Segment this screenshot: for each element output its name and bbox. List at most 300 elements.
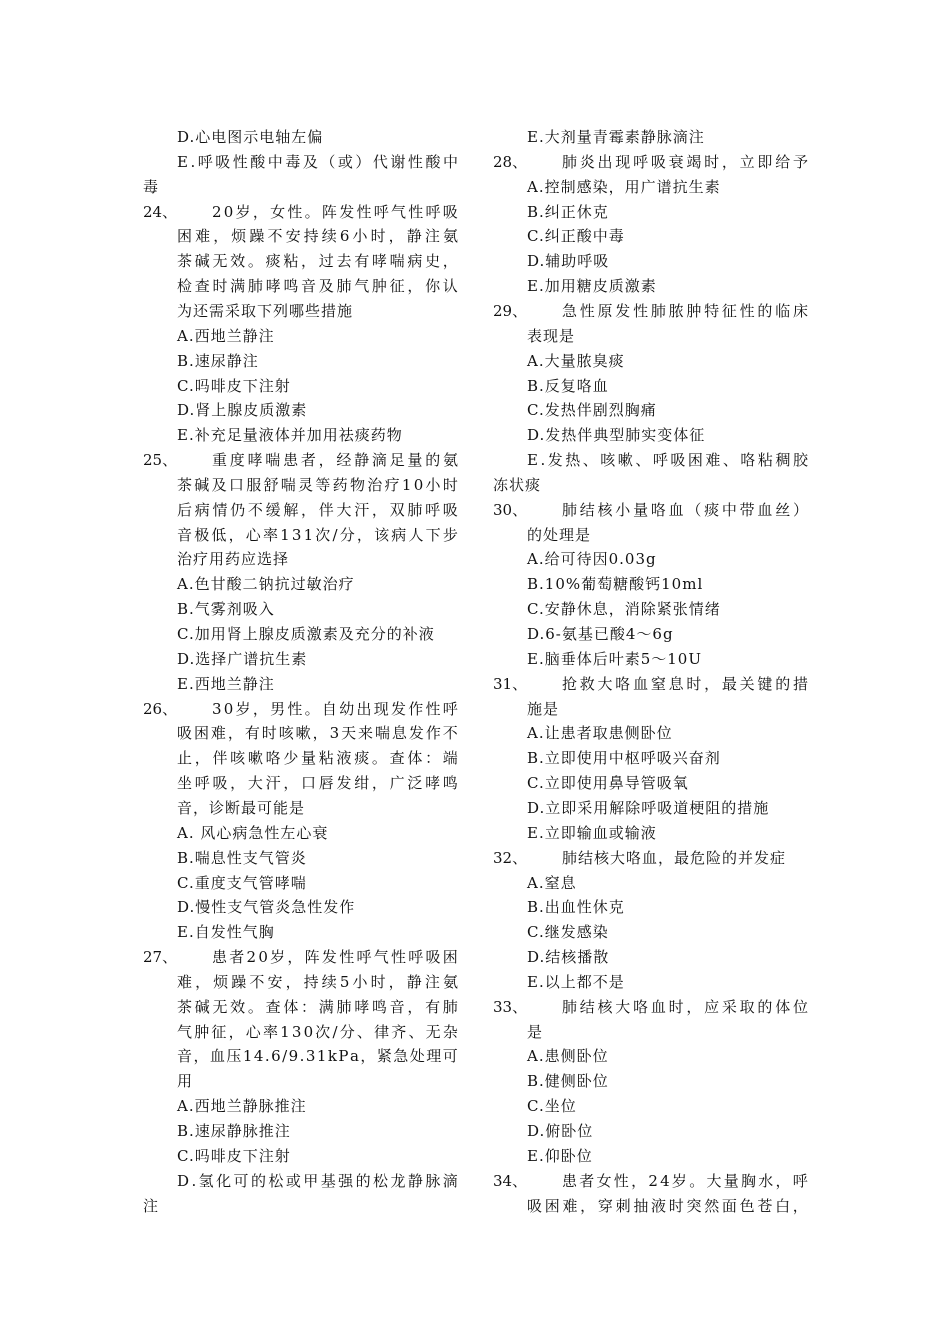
char: 谢 (390, 152, 406, 171)
char: 心 (245, 525, 261, 544)
char: 岁 (270, 948, 286, 967)
char: . (540, 451, 546, 470)
char: E (527, 451, 538, 470)
char: 难 (210, 724, 226, 743)
text-line: 毒 (143, 177, 160, 196)
answer-option: A.给可待因0.03g (527, 550, 657, 569)
char: ， (356, 525, 372, 544)
char: 来 (358, 724, 374, 743)
char: ） (792, 500, 808, 519)
answer-option: D.立即采用解除呼吸道梗阻的措施 (527, 798, 770, 817)
char: 伴 (318, 500, 334, 519)
char: ， (371, 774, 387, 793)
char: 音 (177, 525, 193, 544)
char: 史 (425, 252, 441, 271)
answer-option: C.立即使用鼻导管吸氧 (527, 774, 689, 793)
char: 临 (775, 301, 791, 320)
char: 时 (212, 277, 228, 296)
char: 胶 (792, 451, 808, 470)
char: 1 (316, 1047, 327, 1066)
answer-option: E.西地兰静注 (177, 674, 275, 693)
char: 次 (315, 525, 331, 544)
char: 泛 (407, 774, 423, 793)
text-line (177, 1171, 458, 1191)
char: 嗽 (617, 451, 633, 470)
char: 鸣 (371, 997, 387, 1016)
char: 汗 (354, 500, 370, 519)
char: 血 (633, 674, 649, 693)
char: 脉 (425, 1171, 441, 1190)
question-stem-line (562, 997, 808, 1017)
char: ， (371, 500, 387, 519)
char: 肺 (407, 500, 423, 519)
char: 色 (739, 1196, 755, 1215)
char: 呼 (425, 202, 441, 221)
text-line (177, 226, 458, 246)
char: 、 (582, 451, 598, 470)
char: 1 (280, 1022, 290, 1041)
char: 者 (579, 1171, 595, 1190)
text-line (527, 1196, 808, 1216)
char: 性 (579, 301, 595, 320)
char: 心 (245, 1022, 261, 1041)
char: 出 (356, 699, 372, 718)
char: 量 (723, 1171, 739, 1190)
char: 大 (247, 774, 263, 793)
char: 气 (373, 948, 389, 967)
char: 脓 (668, 301, 684, 320)
char: . (191, 1171, 197, 1190)
question-number: 34、 (493, 1171, 528, 1190)
char: 伴 (212, 749, 228, 768)
char: 突 (686, 1196, 702, 1215)
char: 持 (303, 227, 319, 246)
char: 舒 (263, 475, 279, 494)
question-number: 26、 (143, 699, 178, 718)
char: ， (580, 1196, 596, 1215)
char: 、 (408, 1022, 424, 1041)
char: 量 (633, 500, 649, 519)
char: 即 (757, 152, 773, 171)
char: 大 (615, 997, 631, 1016)
char: 喘 (265, 451, 281, 470)
char: 化 (216, 1171, 232, 1190)
char: ， (388, 227, 404, 246)
char: 阵 (321, 202, 337, 221)
char: 口 (301, 774, 317, 793)
char: 的 (355, 1171, 371, 1190)
char: 体 (283, 997, 299, 1016)
char: ， (228, 1022, 244, 1041)
char: （ (320, 152, 336, 171)
char: 发 (547, 451, 563, 470)
char: 中 (442, 152, 458, 171)
answer-option: B.速尿静脉推注 (177, 1122, 291, 1140)
answer-option: E.自发性气胸 (177, 923, 275, 942)
char: 肺 (650, 301, 666, 320)
char: 粘 (757, 451, 773, 470)
char: 喘 (374, 724, 390, 743)
char: 音 (177, 1047, 193, 1066)
text-line (177, 997, 458, 1017)
char: 次 (315, 1022, 331, 1041)
char: 咯 (633, 997, 649, 1016)
char: ， (407, 997, 423, 1016)
char: 氨 (442, 972, 458, 991)
char: 及 (302, 152, 318, 171)
char: 呼 (425, 500, 441, 519)
char: 时 (370, 227, 386, 246)
char: 。 (247, 252, 263, 271)
char: 呼 (442, 699, 458, 718)
char: 碱 (194, 997, 210, 1016)
char: 者 (300, 451, 316, 470)
char: 无 (425, 1022, 441, 1041)
char: 然 (704, 1196, 720, 1215)
text-line: 为还需采取下列哪些措施 (177, 301, 354, 320)
answer-option: C.重度支气管哮喘 (177, 873, 307, 892)
char: 茶 (177, 475, 193, 494)
char: 阵 (304, 948, 320, 967)
answer-option: E.脑垂体后叶素5～10U (527, 649, 702, 668)
question-stem-line (212, 699, 458, 719)
char: 。 (304, 202, 320, 221)
char: ， (213, 227, 229, 246)
question-stem-line (562, 1171, 808, 1191)
char: 药 (332, 475, 348, 494)
question-stem-line (562, 674, 808, 694)
char: 或 (285, 1171, 301, 1190)
char: 征 (211, 1022, 227, 1041)
char: 作 (408, 699, 424, 718)
text-line: 治疗用药应选择 (177, 550, 290, 569)
char: 性 (287, 202, 303, 221)
char: 征 (721, 301, 737, 320)
text-line (177, 773, 458, 793)
char: 。 (304, 699, 320, 718)
char: P (338, 1047, 349, 1066)
question-number: 33、 (493, 997, 528, 1016)
char: 吸 (442, 500, 458, 519)
answer-option: A.色甘酸二钠抗过敏治疗 (177, 575, 355, 594)
char: 口 (228, 475, 244, 494)
char: 女 (596, 1171, 612, 1190)
char: 吸 (650, 152, 666, 171)
char: 可 (233, 1171, 249, 1190)
char: 代 (372, 152, 388, 171)
char: ， (230, 774, 246, 793)
char: 发 (408, 724, 424, 743)
answer-option: D.心电图示电轴左偏 (177, 128, 324, 146)
char: 的 (775, 674, 791, 693)
question-number: 30、 (493, 500, 528, 519)
char: 齐 (391, 1022, 407, 1041)
char: 1 (280, 525, 290, 544)
char: 查 (389, 749, 405, 768)
text-line (177, 748, 458, 768)
question-stem-line (562, 301, 808, 321)
char: 嗽 (247, 749, 263, 768)
char: 位 (792, 997, 808, 1016)
char: 病 (407, 252, 423, 271)
answer-option: D.辅助呼吸 (527, 252, 610, 271)
answer-option: D.选择广谱抗生素 (177, 649, 308, 668)
char: ， (252, 699, 268, 718)
char: 强 (338, 1171, 354, 1190)
char: 量 (301, 749, 317, 768)
answer-option: E.仰卧位 (527, 1146, 593, 1165)
char: 息 (391, 724, 407, 743)
answer-option: E.大剂量青霉素静脉滴注 (527, 128, 705, 146)
char: 核 (597, 997, 613, 1016)
char: 检 (177, 277, 193, 296)
char: 的 (250, 1171, 266, 1190)
char: 小 (425, 475, 441, 494)
char: 仍 (230, 500, 246, 519)
answer-option: B.10%葡萄糖酸钙10ml (527, 575, 704, 594)
char: k (327, 1047, 337, 1066)
char: 等 (315, 475, 331, 494)
char: 竭 (686, 152, 702, 171)
char: 难 (195, 227, 211, 246)
char: 续 (321, 972, 337, 991)
char: 情 (212, 500, 228, 519)
char: 绀 (354, 774, 370, 793)
char: 喘 (280, 475, 296, 494)
char: 杂 (442, 1022, 458, 1041)
char: 烦 (231, 227, 247, 246)
char: / (282, 1047, 288, 1066)
char: 胸 (740, 1171, 756, 1190)
char: 静 (406, 227, 422, 246)
char: 窒 (650, 674, 666, 693)
char: 基 (320, 1171, 336, 1190)
char: 静 (354, 451, 370, 470)
char: . (190, 152, 196, 171)
char: 肺 (336, 997, 352, 1016)
char: 极 (194, 525, 210, 544)
char: 分 (339, 525, 355, 544)
char: 3 (291, 1022, 302, 1041)
char: 滴 (371, 451, 387, 470)
char: 难 (562, 1196, 578, 1215)
char: 大 (597, 674, 613, 693)
char: 注 (424, 227, 440, 246)
char: 0 (258, 948, 268, 967)
char: 咯 (615, 674, 631, 693)
char: 血 (757, 500, 773, 519)
answer-option: A.窒息 (527, 873, 577, 892)
text-line: 施是 (527, 699, 560, 718)
char: 重 (212, 451, 228, 470)
char: 率 (262, 1022, 278, 1041)
char: 肿 (686, 301, 702, 320)
char: 物 (349, 475, 365, 494)
char: 出 (597, 152, 613, 171)
char: 效 (230, 252, 246, 271)
char: 酸 (250, 152, 266, 171)
char: 带 (739, 500, 755, 519)
char: 咳 (600, 451, 616, 470)
answer-option: E.以上都不是 (527, 972, 625, 991)
char: 患 (283, 451, 299, 470)
char: 气 (354, 277, 370, 296)
question-number: 28、 (493, 152, 528, 171)
char: 岁 (235, 202, 251, 221)
char: 困 (442, 948, 458, 967)
char: 原 (597, 301, 613, 320)
char: 男 (270, 699, 286, 718)
text-line: 冻状痰 (493, 475, 542, 494)
char: 肺 (442, 997, 458, 1016)
char: 鸣 (283, 277, 299, 296)
char: ， (228, 525, 244, 544)
char: 安 (267, 972, 283, 991)
char: 者 (229, 948, 245, 967)
char: 小 (352, 972, 368, 991)
char: 端 (442, 749, 458, 768)
char: 你 (425, 277, 441, 296)
char: a (349, 1047, 359, 1066)
char: 注 (424, 972, 440, 991)
answer-option: C.继发感染 (527, 923, 609, 942)
char: 困 (193, 724, 209, 743)
char: 咯 (650, 500, 666, 519)
char: 发 (339, 202, 355, 221)
char: 吸 (425, 948, 441, 967)
char: 患 (562, 1171, 578, 1190)
char: 音 (389, 997, 405, 1016)
char: 紧 (376, 1047, 392, 1066)
char: 的 (757, 997, 773, 1016)
answer-option: D.发热伴典型肺实变体征 (527, 426, 706, 445)
char: 步 (442, 525, 458, 544)
text-line: 用 (177, 1072, 194, 1091)
char: 2 (246, 948, 257, 967)
char: ， (442, 252, 458, 271)
char: 4 (253, 1047, 264, 1066)
char: 处 (409, 1047, 425, 1066)
char: 肺 (336, 277, 352, 296)
char: 3 (305, 1047, 316, 1066)
char: 结 (579, 997, 595, 1016)
char: 0 (223, 699, 234, 718)
char: 肿 (194, 1022, 210, 1041)
char: 解 (283, 500, 299, 519)
text-line (177, 525, 458, 545)
char: 体 (407, 749, 423, 768)
char: 取 (739, 997, 755, 1016)
char: 不 (247, 500, 263, 519)
char: 性 (407, 152, 423, 171)
char: ， (252, 202, 268, 221)
char: （ (686, 500, 702, 519)
char: 汗 (265, 774, 281, 793)
char: 毒 (285, 152, 301, 171)
char: 关 (739, 674, 755, 693)
char: 时 (686, 674, 702, 693)
char: 安 (285, 227, 301, 246)
answer-option: B.气雾剂吸入 (177, 600, 275, 619)
answer-option: C.吗啡皮下注射 (177, 376, 291, 395)
text-line (177, 723, 458, 743)
char: ， (193, 1047, 209, 1066)
answer-option: D.结核播散 (527, 948, 610, 967)
char: 认 (442, 277, 458, 296)
char: 刺 (615, 1196, 631, 1215)
char: 2 (212, 202, 222, 221)
char: 治 (367, 475, 383, 494)
answer-option: E.补充足量液体并加用祛痰药物 (177, 426, 403, 445)
char: 不 (249, 972, 265, 991)
char: 床 (792, 301, 808, 320)
char: 3 (212, 699, 222, 718)
char: ， (287, 948, 303, 967)
char: 及 (318, 277, 334, 296)
question-number: 32、 (493, 848, 528, 867)
char: 血 (668, 500, 684, 519)
char: ， (283, 774, 299, 793)
answer-option: A.让患者取患侧卧位 (527, 724, 673, 743)
char: 难 (177, 972, 193, 991)
question-stem-line: 肺结核大咯血，最危险的并发症 (562, 848, 787, 867)
char: 核 (597, 500, 613, 519)
char: 咳 (278, 724, 294, 743)
char: 性 (356, 202, 372, 221)
char: 度 (229, 451, 245, 470)
answer-option: E.立即输血或输液 (527, 823, 657, 842)
char: 哮 (354, 997, 370, 1016)
char: 的 (425, 451, 441, 470)
char: 满 (230, 277, 246, 296)
text-line (177, 276, 458, 296)
char: 时 (704, 152, 720, 171)
char: 0 (303, 1022, 314, 1041)
char: 该 (374, 525, 390, 544)
char: 0 (223, 202, 234, 221)
text-line: 音，诊断最可能是 (177, 798, 306, 817)
char: ， (195, 972, 211, 991)
char: 鸣 (442, 774, 458, 793)
char: ， (388, 972, 404, 991)
char: ： (425, 749, 441, 768)
char: ， (407, 277, 423, 296)
text-line (177, 972, 458, 992)
char: 血 (650, 997, 666, 1016)
char: 持 (303, 972, 319, 991)
char: 小 (615, 500, 631, 519)
char: ， (227, 724, 243, 743)
char: 天 (341, 724, 357, 743)
char: 呼 (194, 774, 210, 793)
char: 、 (635, 451, 651, 470)
char: ， (301, 500, 317, 519)
char: 粘 (318, 749, 334, 768)
char: 液 (336, 749, 352, 768)
char: 呼 (197, 152, 213, 171)
char: 后 (177, 500, 193, 519)
char: 服 (246, 475, 262, 494)
char: 茶 (177, 997, 193, 1016)
char: 患 (212, 948, 228, 967)
question-number: 25、 (143, 451, 178, 470)
char: ， (285, 972, 301, 991)
char: 可 (442, 1047, 458, 1066)
char: 哮 (371, 252, 387, 271)
char: 作 (425, 724, 441, 743)
char: 大 (706, 1171, 722, 1190)
char: 咳 (230, 749, 246, 768)
